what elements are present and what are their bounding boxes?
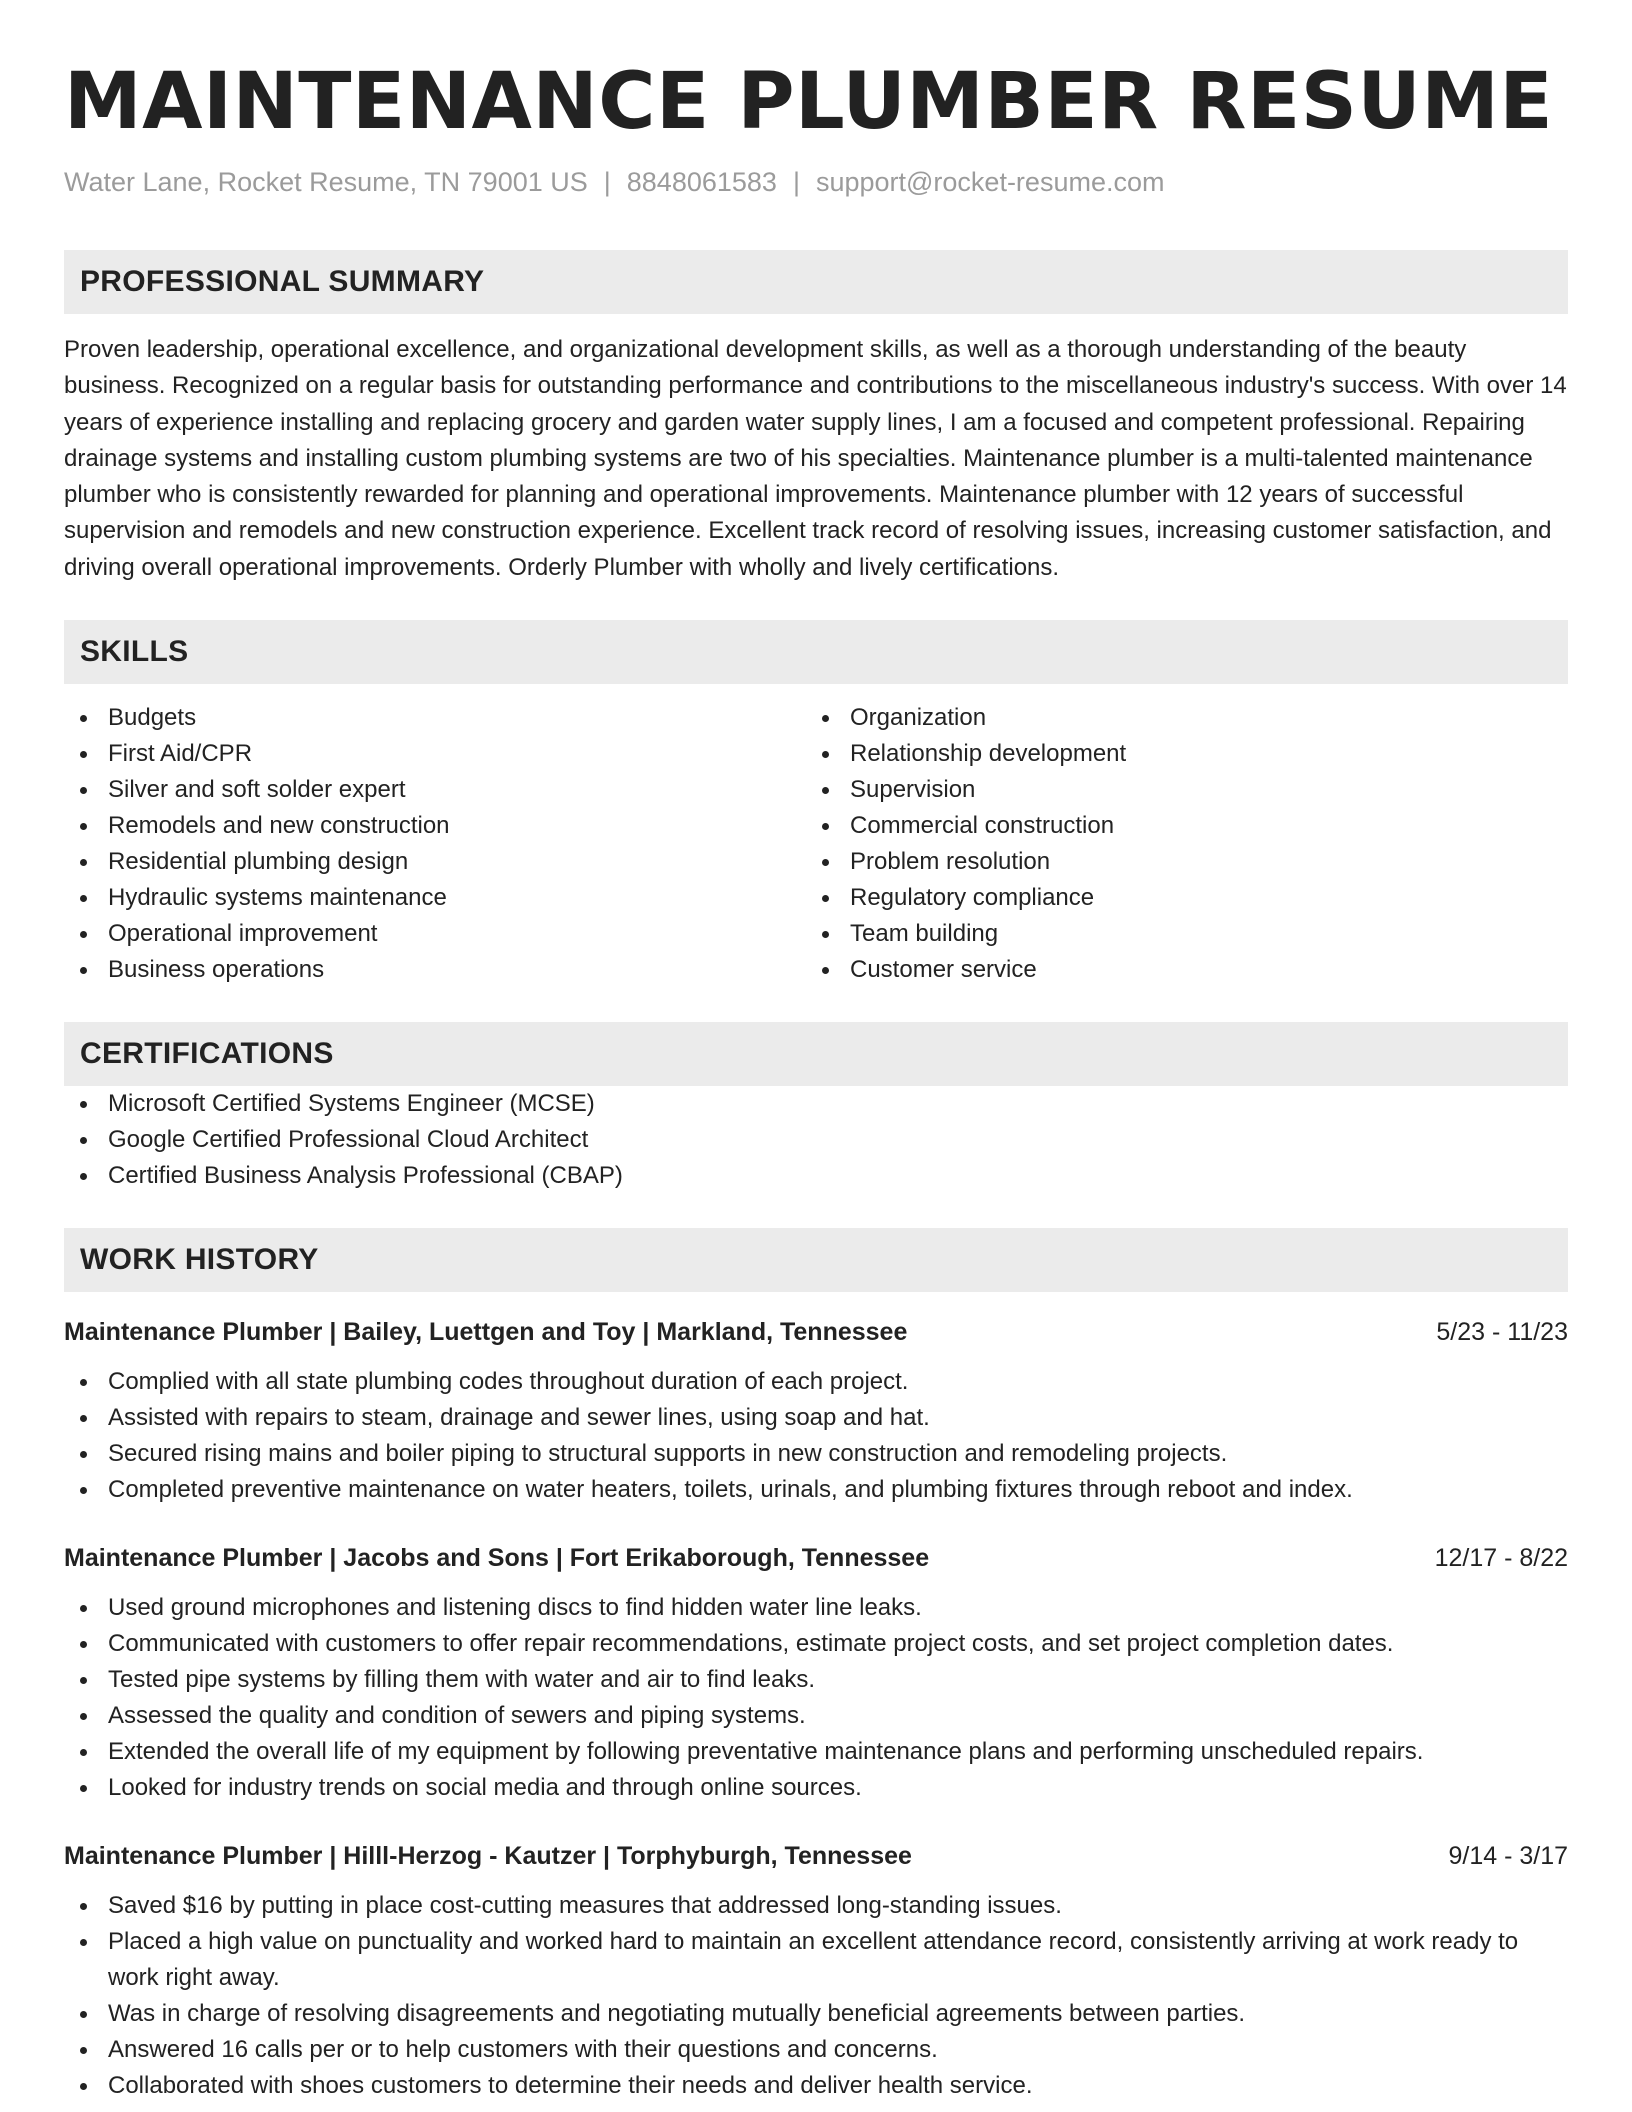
skill-item: Remodels and new construction: [64, 808, 806, 844]
job-title: Maintenance Plumber | Bailey, Luettgen and Toy | Markland, Tennessee: [64, 1318, 908, 1347]
job-entry: [64, 1314, 1568, 1508]
job-duty: Placed a high value on punctuality and worked hard to maintain an excellent attendance record, consistently arriving at work ready to work right away.: [64, 1924, 1568, 1996]
skill-item: Budgets: [64, 700, 806, 736]
skill-item: First Aid/CPR: [64, 736, 806, 772]
job-duty: Communicated with customers to offer repair recommendations, estimate project costs, and set project completion dates.: [64, 1626, 1568, 1662]
professional-summary-text: Proven leadership, operational excellence, and organizational development skills, as well as a thorough understanding of the beauty business. Recognized on a regular basis for outstanding performance and contributions to the miscellaneous industry's success. With over 14 years of experience installing and replacing grocery and garden water supply lines, I am a focused and competent professional. Repairing drainage systems and installing custom plumbing systems are two of his specialties. Maintenance plumber is a multi-talented maintenance plumber who is consistently rewarded for planning and operational improvements. Maintenance plumber with 12 years of successful supervision and remodels and new construction experience. Excellent track record of resolving issues, increasing customer satisfaction, and driving overall operational improvements. Orderly Plumber with wholly and lively certifications.: [64, 336, 1567, 581]
job-duty: Looked for industry trends on social media and through online sources.: [64, 1770, 1568, 1806]
job-duty: Assisted with repairs to steam, drainage and sewer lines, using soap and hat.: [64, 1400, 1568, 1436]
skill-item: Commercial construction: [806, 808, 1548, 844]
skills-grid: [64, 700, 1568, 988]
certification-item: Certified Business Analysis Professional (CBAP): [64, 1158, 1568, 1194]
skill-item: Regulatory compliance: [806, 880, 1548, 916]
job-duty: Tested pipe systems by filling them with water and air to find leaks.: [64, 1662, 1568, 1698]
skill-item: Problem resolution: [806, 844, 1548, 880]
skill-item: Relationship development: [806, 736, 1548, 772]
job-duty: Answered 16 calls per or to help customers with their questions and concerns.: [64, 2032, 1568, 2068]
skill-item: Hydraulic systems maintenance: [64, 880, 806, 916]
job-duty: Used ground microphones and listening discs to find hidden water line leaks.: [64, 1590, 1568, 1626]
skill-item: Operational improvement: [64, 916, 806, 952]
job-title: Maintenance Plumber | Jacobs and Sons | Fort Erikaborough, Tennessee: [64, 1544, 930, 1573]
job-header: [64, 1314, 1568, 1350]
job-header: [64, 1540, 1568, 1576]
job-duty: Complied with all state plumbing codes throughout duration of each project.: [64, 1364, 1568, 1400]
professional-summary-heading: PROFESSIONAL SUMMARY: [64, 250, 1568, 314]
job-duties-list: [64, 1364, 1568, 1508]
contact-phone: 8848061583: [626, 167, 777, 197]
job-entry: [64, 1540, 1568, 1806]
job-dates: 5/23 - 11/23: [1436, 1318, 1568, 1347]
job-duty: Assessed the quality and condition of sewers and piping systems.: [64, 1698, 1568, 1734]
job-duty: Collaborated with shoes customers to determine their needs and deliver health service.: [64, 2068, 1568, 2104]
contact-address: Water Lane, Rocket Resume, TN 79001 US: [64, 167, 588, 197]
job-duty: Saved $16 by putting in place cost-cutting measures that addressed long-standing issues.: [64, 1888, 1568, 1924]
job-duty: Secured rising mains and boiler piping to structural supports in new construction and remodeling projects.: [64, 1436, 1568, 1472]
job-entry: [64, 1838, 1568, 2104]
skill-item: Business operations: [64, 952, 806, 988]
skill-item: Customer service: [806, 952, 1548, 988]
skills-list-left: [64, 700, 806, 988]
job-dates: 9/14 - 3/17: [1448, 1842, 1568, 1871]
skill-item: Silver and soft solder expert: [64, 772, 806, 808]
certifications-heading: CERTIFICATIONS: [64, 1022, 1568, 1086]
certifications-list: [64, 1086, 1568, 1194]
skills-list-right: [806, 700, 1548, 988]
skill-item: Organization: [806, 700, 1548, 736]
resume-title: MAINTENANCE PLUMBER RESUME: [64, 57, 1554, 147]
certification-item: Google Certified Professional Cloud Architect: [64, 1122, 1568, 1158]
contact-separator: |: [603, 167, 611, 197]
skill-item: Residential plumbing design: [64, 844, 806, 880]
work-history-heading: WORK HISTORY: [64, 1228, 1568, 1292]
skill-item: Team building: [806, 916, 1548, 952]
skills-heading: SKILLS: [64, 620, 1568, 684]
contact-separator: |: [792, 167, 800, 197]
contact-email: support@rocket-resume.com: [815, 167, 1165, 197]
job-title: Maintenance Plumber | Hilll-Herzog - Kautzer | Torphyburgh, Tennessee: [64, 1842, 912, 1871]
job-duty: Extended the overall life of my equipment by following preventative maintenance plans and performing unscheduled repairs.: [64, 1734, 1568, 1770]
job-duties-list: [64, 1590, 1568, 1806]
job-duty: Was in charge of resolving disagreements and negotiating mutually beneficial agreements between parties.: [64, 1996, 1568, 2032]
skill-item: Supervision: [806, 772, 1548, 808]
job-duty: Completed preventive maintenance on water heaters, toilets, urinals, and plumbing fixtures through reboot and index.: [64, 1472, 1568, 1508]
job-dates: 12/17 - 8/22: [1434, 1544, 1568, 1573]
job-header: [64, 1838, 1568, 1874]
certification-item: Microsoft Certified Systems Engineer (MCSE): [64, 1086, 1568, 1122]
contact-line: [64, 166, 1568, 198]
job-duties-list: [64, 1888, 1568, 2104]
